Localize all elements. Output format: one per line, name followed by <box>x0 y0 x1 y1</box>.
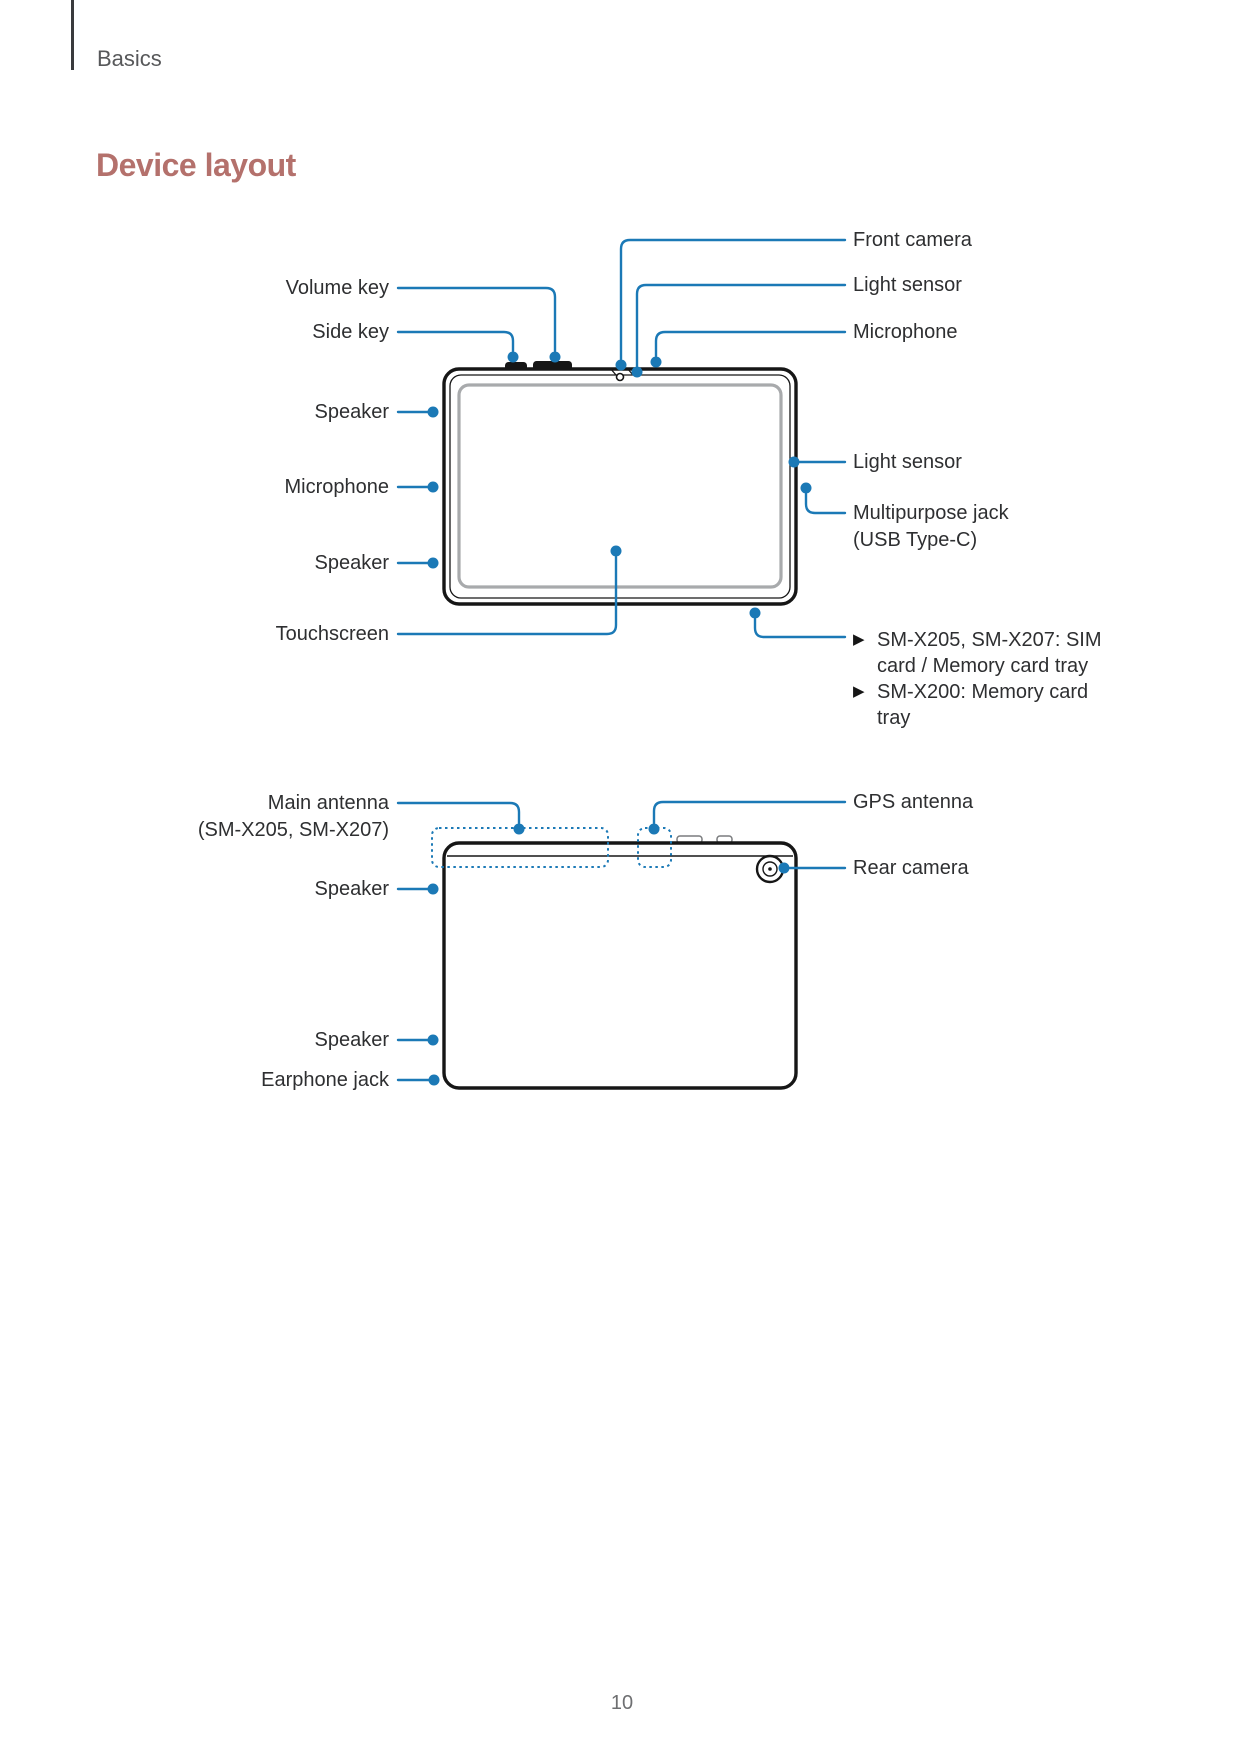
tray-bullet-item-1 <box>853 627 1113 679</box>
touchscreen-surface <box>459 385 781 587</box>
label-earphone-jack: Earphone jack <box>261 1069 389 1091</box>
label-speaker-1: Speaker <box>314 401 389 423</box>
label-light-sensor-edge: Light sensor <box>853 451 962 473</box>
callout-dot-speaker-2 <box>428 558 439 569</box>
callout-line-light-sensor-top <box>637 285 845 366</box>
label-microphone-left: Microphone <box>284 476 389 498</box>
tray-bullet-list <box>853 627 1113 731</box>
callout-line-main-antenna <box>398 803 519 823</box>
callout-line-sim-tray <box>755 619 845 637</box>
front-camera-icon <box>617 374 624 381</box>
callout-dot-main-antenna <box>514 824 525 835</box>
volume-key-back-shape <box>677 836 702 843</box>
tray-bullet-item-2 <box>853 679 1113 731</box>
callout-dot-earphone-jack <box>429 1075 440 1086</box>
tray-bullet-text-2: SM-X200: Memory card tray <box>877 681 1089 729</box>
label-gps-antenna: GPS antenna <box>853 791 974 813</box>
callout-dot-front-camera <box>616 360 627 371</box>
page-title: Device layout <box>96 147 296 183</box>
label-speaker-3: Speaker <box>314 878 389 900</box>
label-main-antenna-line2: (SM-X205, SM-X207) <box>197 819 389 841</box>
gps-antenna-region-box <box>638 828 671 867</box>
callout-dot-side-key <box>508 352 519 363</box>
callout-dot-rear-camera <box>779 863 790 874</box>
tray-bullet-text-1: SM-X205, SM-X207: SIM card / Memory card tray <box>877 629 1102 677</box>
chapter-label: Basics <box>97 46 162 71</box>
callout-dot-gps-antenna <box>649 824 660 835</box>
rear-camera-icon <box>757 856 783 882</box>
callout-dot-multipurpose-jack <box>801 483 812 494</box>
label-multipurpose-jack-line2: (USB Type-C) <box>853 529 978 551</box>
tablet-front-inner-line <box>450 375 790 598</box>
callout-dot-light-sensor-edge <box>789 457 800 468</box>
callout-dots <box>428 352 812 1086</box>
callout-line-multipurpose-jack <box>806 494 845 513</box>
label-light-sensor-top: Light sensor <box>853 274 962 296</box>
side-key-shape <box>505 362 527 371</box>
label-speaker-4: Speaker <box>314 1029 389 1051</box>
callout-dot-microphone-left <box>428 482 439 493</box>
main-antenna-region-box <box>432 828 608 867</box>
label-volume-key: Volume key <box>285 277 389 299</box>
label-rear-camera: Rear camera <box>853 857 969 879</box>
callout-dot-microphone-top <box>651 357 662 368</box>
label-side-key: Side key <box>312 321 389 343</box>
bezel-tick-marks <box>610 368 633 375</box>
label-speaker-2: Speaker <box>314 552 389 574</box>
tablet-front-view <box>444 361 796 604</box>
chapter-rule <box>71 0 74 70</box>
label-multipurpose-jack <box>853 500 1009 554</box>
callout-line-microphone-top <box>656 332 845 356</box>
tablet-front-outline <box>444 369 796 604</box>
callout-line-volume-key <box>398 288 555 351</box>
callout-line-touchscreen <box>398 557 616 634</box>
label-touchscreen: Touchscreen <box>275 623 389 645</box>
volume-key-shape <box>533 361 572 371</box>
tablet-back-outline <box>444 843 796 1088</box>
callout-line-front-camera <box>621 240 845 359</box>
triangle-bullet-icon: ▶ <box>853 631 865 648</box>
callout-lines <box>398 240 845 1080</box>
triangle-bullet-icon: ▶ <box>853 683 865 700</box>
label-main-antenna <box>198 790 389 844</box>
callout-line-side-key <box>398 332 513 351</box>
callout-dot-light-sensor-top <box>632 367 643 378</box>
callout-dot-sim-tray <box>750 608 761 619</box>
label-front-camera: Front camera <box>853 229 972 251</box>
side-key-back-shape <box>717 836 732 843</box>
callout-dot-speaker-3 <box>428 884 439 895</box>
label-multipurpose-jack-line1: Multipurpose jack <box>853 502 1009 524</box>
page-number: 10 <box>610 1692 634 1714</box>
callout-dot-touchscreen <box>611 546 622 557</box>
tablet-back-view <box>432 828 796 1088</box>
label-microphone-top: Microphone <box>853 321 958 343</box>
callout-dot-speaker-4 <box>428 1035 439 1046</box>
label-main-antenna-line1: Main antenna <box>267 792 389 814</box>
callout-line-gps-antenna <box>654 802 845 823</box>
callout-dot-volume-key <box>550 352 561 363</box>
callout-dot-speaker-1 <box>428 407 439 418</box>
